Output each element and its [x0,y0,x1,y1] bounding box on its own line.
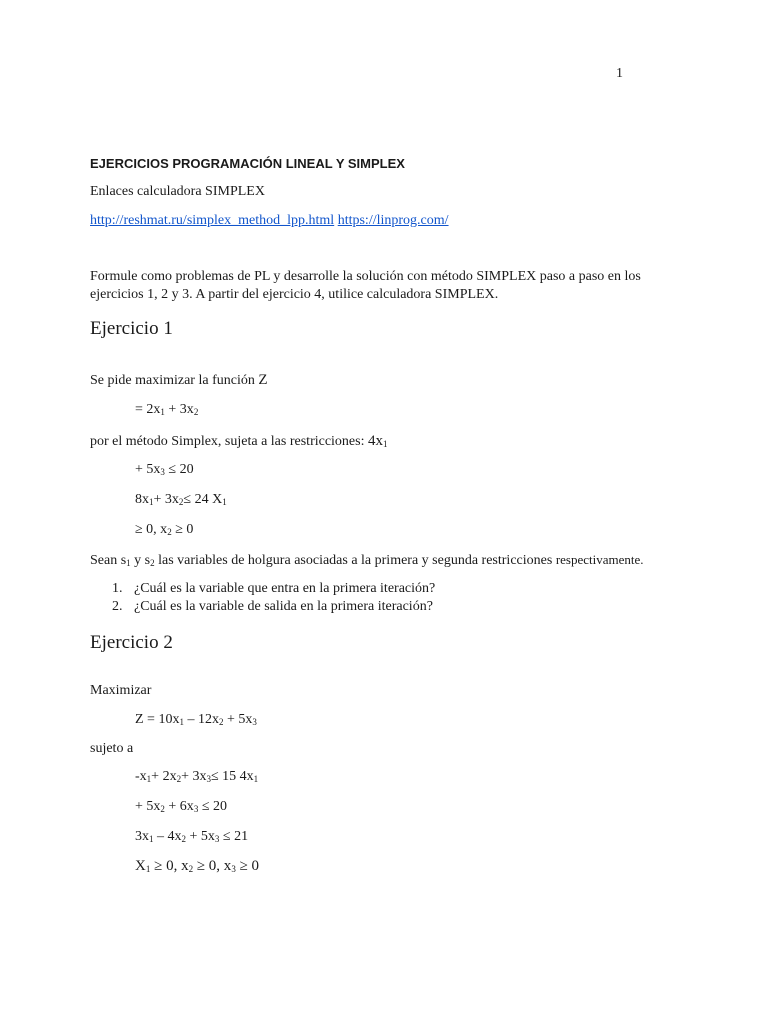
sub-3: 3 [231,864,236,874]
ej1-l5-c: ≤ 24 X [183,492,223,507]
sub-1: 1 [160,407,165,417]
ej1-line-1 [90,371,268,390]
ej1-line-5 [135,491,227,509]
ejercicio-1-heading: Ejercicio 1 [90,318,173,339]
c4-c: ≥ 0, x [193,858,232,874]
ej2-obj-a: Z = 10x [135,712,180,727]
c2-b: + 6x [164,799,194,814]
ej1-l2-b: + 3x [164,402,194,417]
ej2-maximizar: Maximizar [90,683,152,698]
sub-1: 1 [382,439,388,449]
sub-2: 2 [150,558,155,568]
c2-a: + 5x [135,799,161,814]
c3-d: ≤ 21 [219,829,249,844]
sub-1: 1 [253,774,259,784]
ej1-var-z: Z [258,372,268,388]
ej1-line-4 [135,461,194,479]
ej1-l2-a: = 2x [135,402,161,417]
ej2-constraint-3 [135,828,248,846]
c4-d: ≥ 0 [235,858,260,874]
sub-2: 2 [167,527,172,537]
ej1-l7-d: respectivamente. [555,552,644,567]
linprog-link[interactable]: https://linprog.com/ [337,213,449,228]
sub-2: 2 [188,864,194,874]
ej1-l7-b: y s [130,553,151,568]
ej1-l3-text: por el método Simplex, sujeta a las restricciones: [90,434,368,449]
sub-2: 2 [218,717,224,727]
ej1-l5-b: + 3x [153,492,179,507]
ej1-line-7 [90,551,644,570]
ej1-l5-a: 8x [135,492,149,507]
sub-2: 2 [178,497,184,507]
c3-a: 3x [135,829,149,844]
ej2-sujeto: sujeto a [90,741,134,756]
c4-a: X [135,858,146,874]
sub-1: 1 [145,864,151,874]
sub-1: 1 [222,497,227,507]
c2-c: ≤ 20 [198,799,227,814]
reshmat-link[interactable]: http://reshmat.ru/simplex_method_lpp.html [90,213,335,228]
ej1-l6-b: ≥ 0 [171,522,194,537]
sub-3: 3 [252,717,257,727]
links-row [90,212,449,230]
c3-c: + 5x [186,829,215,844]
links-label: Enlaces calculadora SIMPLEX [90,184,265,199]
sub-3: 3 [206,774,211,784]
page-number: 1 [616,66,623,81]
sub-1: 1 [179,717,184,727]
intro-line-2: ejercicios 1, 2 y 3. A partir del ejercicio 4, utilice calculadora SIMPLEX. [90,287,499,302]
ej2-constraint-4 [135,857,259,875]
sub-1: 1 [126,558,131,568]
question-1: 1. ¿Cuál es la variable que entra en la primera iteración? [112,581,436,596]
sub-3: 3 [160,467,165,477]
ej1-l7-c: las variables de holgura asociadas a la primera y segunda restricciones [154,553,556,568]
question-1-text: ¿Cuál es la variable que entra en la primera iteración? [134,581,436,596]
sub-2: 2 [181,834,186,844]
intro-paragraph [90,268,641,304]
c1-c: + 3x [181,769,207,784]
ej1-questions [112,580,435,616]
ej1-l3-var: 4x [367,433,383,449]
sub-2: 2 [193,407,199,417]
sub-2: 2 [176,774,182,784]
c1-b: + 2x [151,769,177,784]
question-2: 2. ¿Cuál es la variable de salida en la primera iteración? [112,599,433,614]
document-title: EJERCICIOS PROGRAMACIÓN LINEAL Y SIMPLEX [90,156,405,171]
ej1-line-6 [135,521,193,539]
sub-3: 3 [214,834,220,844]
c3-b: – 4x [153,829,182,844]
ej1-l4-b: ≤ 20 [164,462,194,477]
sub-1: 1 [146,774,152,784]
ej2-constraint-1 [135,768,258,786]
c1-a: -x [135,769,147,784]
ej2-obj-c: + 5x [223,712,253,727]
intro-line-1: Formule como problemas de PL y desarrolle la solución con método SIMPLEX paso a paso en los [90,269,641,284]
ej1-line-3 [90,432,387,451]
ej2-obj-b: – 12x [183,712,219,727]
ej2-objective [135,711,257,729]
question-2-text: ¿Cuál es la variable de salida en la primera iteración? [134,599,433,614]
c4-b: ≥ 0, x [150,858,189,874]
ej1-line-1-text: Se pide maximizar la función [90,373,259,388]
ej1-line-2 [135,401,198,419]
sub-1: 1 [149,497,154,507]
sub-2: 2 [160,804,165,814]
ejercicio-2-heading: Ejercicio 2 [90,632,173,653]
sub-3: 3 [193,804,199,814]
ej2-constraint-2 [135,798,227,816]
ej1-l4-a: + 5x [135,462,161,477]
c1-d: ≤ 15 4x [210,769,254,784]
ej1-l7-a: Sean s [90,553,127,568]
sub-1: 1 [149,834,154,844]
ej1-l6-a: ≥ 0, x [135,522,168,537]
